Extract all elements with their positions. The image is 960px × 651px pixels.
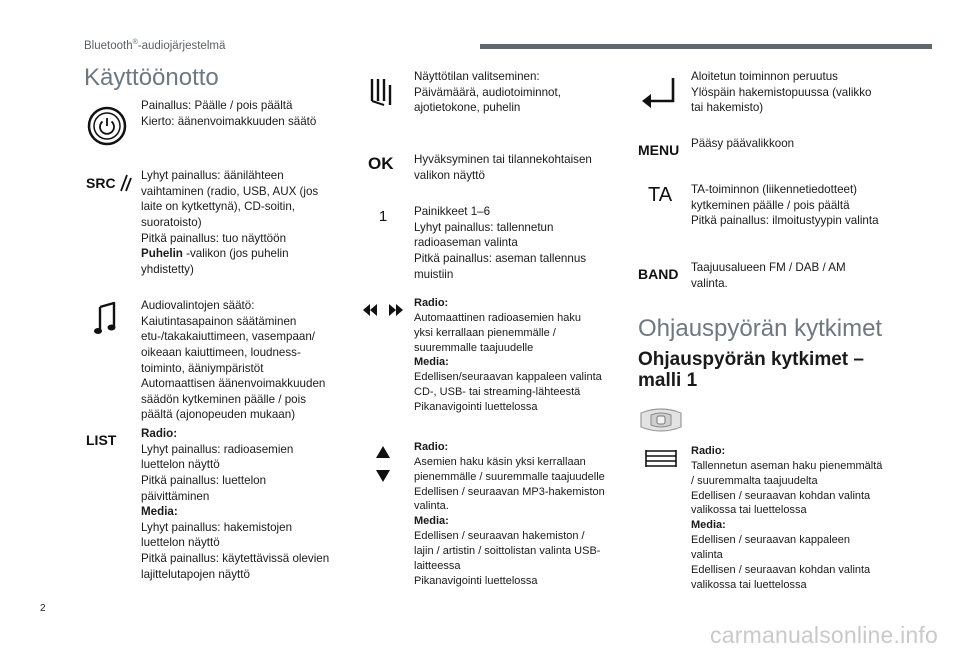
header-title-suffix: -audiojärjestelmä (137, 39, 226, 52)
text-line: TA-toiminnon (liikennetiedotteet) (691, 183, 858, 196)
text-line: Lyhyt painallus: hakemistojen (141, 520, 293, 534)
text-line: Automaattinen radioasemien haku (414, 311, 581, 324)
ok-description (414, 152, 614, 183)
text-line: Edellisen / seuraavan MP3-hakemiston (414, 485, 605, 498)
text-line: Pitkä painallus: aseman tallennus (414, 251, 587, 265)
text-line: Pitkä painallus: luettelon (141, 473, 267, 487)
registered-mark: ® (132, 39, 138, 46)
header-divider-bar (480, 44, 932, 49)
text-line: Media: (691, 519, 726, 532)
preset-button-icon (376, 207, 390, 227)
ta-description (691, 182, 901, 229)
page-header-title (84, 38, 225, 54)
text-line: laitteessa (414, 559, 461, 572)
seek-arrows-icon (362, 302, 404, 318)
menu-button-icon (638, 140, 688, 160)
manual-seek-description (414, 440, 624, 588)
text-line: suuremmalle taajuudelle (414, 341, 534, 354)
text-line: Radio: (141, 427, 178, 440)
src-button-icon (86, 172, 132, 194)
text-line: Ohjauspyörän kytkimet – (638, 349, 864, 370)
power-description (141, 98, 341, 129)
text-line: Päivämäärä, audiotoiminnot, (414, 85, 561, 99)
page-number: 2 (40, 603, 46, 614)
music-note-icon (92, 300, 120, 336)
src-description (141, 168, 346, 277)
section-title-kayttoonotto: Käyttöönotto (84, 64, 219, 91)
text-line: luettelon näyttö (141, 458, 220, 472)
text-line: Ylöspäin hakemistopuussa (valikko (691, 85, 872, 99)
text-line: CD-, USB- tai streaming-lähteestä (414, 386, 581, 399)
text-line: Radio: (414, 441, 449, 453)
text-line: päivittäminen (141, 489, 210, 503)
text-line: Audiovalintojen säätö: (141, 299, 255, 312)
thumbwheel-icon (644, 448, 678, 472)
text-line: -valikon (jos puhelin (182, 247, 289, 261)
text-line: Pitkä painallus: käytettävissä olevien (141, 552, 330, 566)
text-line: Media: (414, 356, 449, 369)
audio-settings-description (141, 298, 346, 423)
text-line: Edellisen / seuraavan hakemiston / (414, 530, 585, 543)
puhelin-bold: Puhelin (141, 247, 183, 261)
up-down-arrows-icon (374, 445, 392, 483)
text-line: muistiin (414, 267, 454, 281)
text-line: Radio: (414, 297, 449, 309)
menu-description (691, 136, 901, 152)
text-line: tai hakemisto) (691, 101, 764, 115)
text-line: Kierto: äänenvoimakkuuden säätö (141, 114, 317, 128)
text-line: Radio: (691, 445, 726, 457)
text-line: malli 1 (638, 369, 698, 391)
ta-button-icon (648, 184, 678, 206)
text-line: suoratoisto) (141, 215, 202, 229)
list-button-icon (86, 430, 132, 450)
text-line: ajotietokone, puhelin (414, 101, 521, 115)
band-button-icon (638, 264, 688, 284)
ta-label: TA (648, 183, 673, 206)
section-title-steering-wheel-controls: Ohjauspyörän kytkimet (638, 315, 883, 342)
text-line: Media: (141, 505, 178, 519)
text-line: Media: (414, 515, 449, 528)
text-line: valinta. (414, 500, 449, 513)
text-line: Asemien haku käsin yksi kerrallaan (414, 455, 586, 468)
text-line: kytkeminen päälle / pois päältä (691, 198, 850, 212)
text-line: radioaseman valinta (414, 236, 518, 250)
text-line: Painallus: Päälle / pois päältä (141, 99, 293, 112)
text-line: Pikanavigointi luettelossa (414, 574, 538, 587)
preset-label: 1 (378, 207, 388, 225)
power-knob-icon (86, 105, 128, 147)
text-line: Hyväksyminen tai tilannekohtaisen (414, 153, 592, 166)
text-line: oikeaan kaiuttimeen, loudness- (141, 345, 301, 359)
menu-label: MENU (638, 141, 680, 158)
text-line: yhdistetty) (141, 262, 194, 276)
list-label: LIST (86, 431, 117, 448)
text-line: Näyttötilan valitseminen: (414, 70, 540, 83)
sub-title-model-1 (638, 350, 864, 392)
text-line: valikossa tai luettelossa (691, 578, 807, 591)
text-line: valikossa tai luettelossa (691, 504, 807, 517)
text-line: / suuremmalta taajuudelta (691, 474, 818, 487)
text-line: Pikanavigointi luettelossa (414, 400, 538, 413)
text-line: Pitkä painallus: tuo näyttöön (141, 231, 287, 245)
text-line: yksi kerrallaan pienemmälle / (414, 326, 556, 339)
watermark: carmanualsonline.info (710, 622, 938, 648)
text-line: Pääsy päävalikkoon (691, 137, 795, 150)
text-line: Edellisen / seuraavan kappaleen (691, 534, 851, 547)
ok-label: OK (368, 153, 394, 173)
text-line: Pitkä painallus: ilmoitustyypin valinta (691, 214, 879, 228)
text-line: lajittelutapojen näyttö (141, 567, 250, 581)
text-line: Lyhyt painallus: äänilähteen (141, 169, 284, 182)
text-line: Taajuusalueen FM / DAB / AM (691, 261, 846, 274)
band-label: BAND (638, 265, 679, 282)
text-line: säädön kytkeminen päälle / pois (141, 392, 306, 406)
text-line: valikon näyttö (414, 168, 485, 182)
text-line: Lyhyt painallus: radioasemien (141, 442, 294, 456)
seek-description (414, 296, 619, 415)
text-line: valinta (691, 548, 723, 561)
text-line: Automaattisen äänenvoimakkuuden (141, 377, 326, 391)
text-line: toiminto, ääniympäristöt (141, 361, 264, 375)
back-arrow-icon (640, 74, 680, 112)
text-line: Aloitetun toiminnon peruutus (691, 70, 838, 83)
text-line: päältä (ajonopeuden mukaan) (141, 408, 296, 422)
text-line: Edellisen / seuraavan kohdan valinta (691, 563, 871, 576)
text-line: laite on kytkettynä), CD-soitin, (141, 200, 295, 214)
header-title-text: Bluetooth (84, 39, 133, 52)
src-label: SRC (86, 174, 116, 191)
text-line: pienemmälle / suuremmalle taajuudelle (414, 470, 605, 483)
back-description (691, 69, 901, 116)
list-description (141, 426, 351, 582)
display-mode-description (414, 69, 614, 116)
text-line: Tallennetun aseman haku pienemmältä (691, 459, 883, 472)
text-line: luettelon näyttö (141, 536, 220, 550)
text-line: vaihtaminen (radio, USB, AUX (jos (141, 184, 319, 198)
text-line: Lyhyt painallus: tallennetun (414, 220, 554, 234)
band-description (691, 260, 901, 291)
preset-description (414, 204, 614, 282)
thumbwheel-description (691, 444, 906, 592)
text-line: Edellisen/seuraavan kappaleen valinta (414, 371, 602, 384)
text-line: etu-/takakaiuttimeen, vasempaan/ (141, 330, 316, 344)
display-mode-icon (368, 74, 398, 108)
text-line: lajin / artistin / soittolistan valinta USB- (414, 544, 601, 557)
ok-button-icon (368, 153, 402, 175)
text-line: Painikkeet 1–6 (414, 205, 491, 218)
steering-wheel-switch-icon (636, 404, 686, 436)
text-line: Kaiutintasapainon säätäminen (141, 314, 297, 328)
text-line: Edellisen / seuraavan kohdan valinta (691, 489, 871, 502)
text-line: valinta. (691, 276, 728, 290)
